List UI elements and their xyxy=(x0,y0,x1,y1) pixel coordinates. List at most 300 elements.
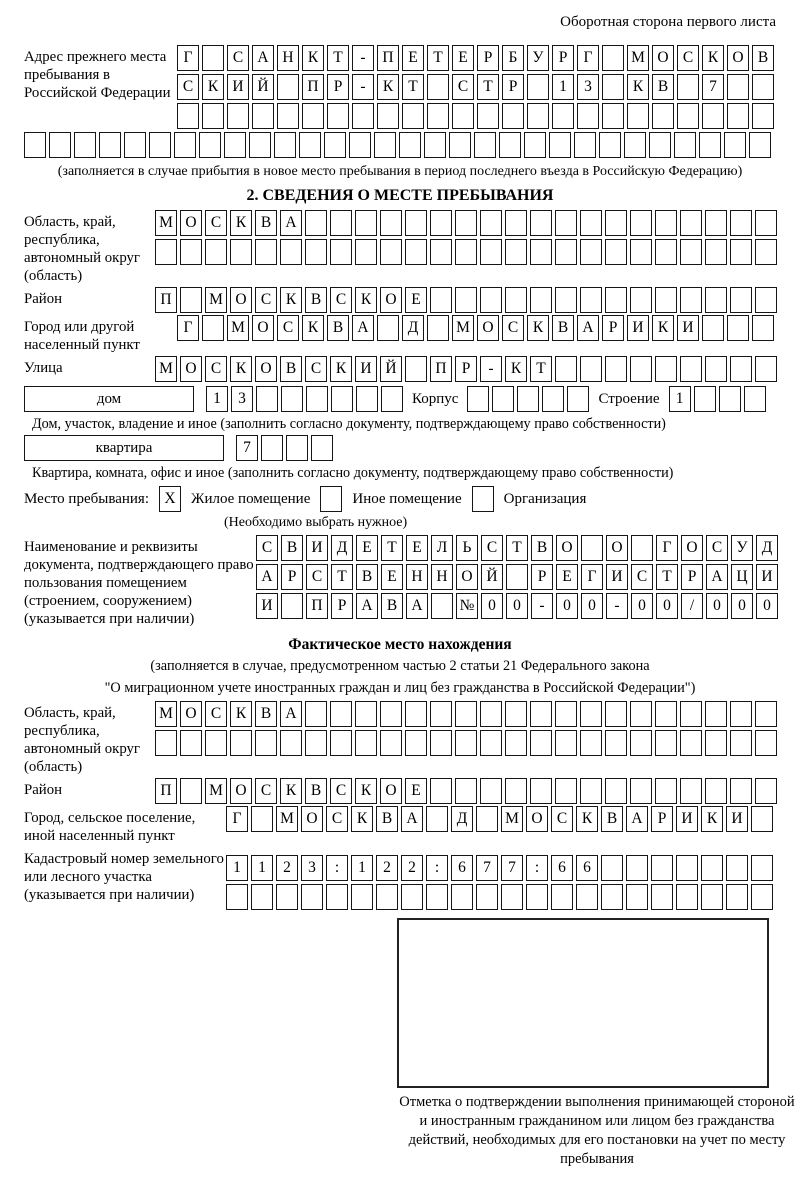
char-cell[interactable] xyxy=(330,701,352,727)
char-cell[interactable] xyxy=(202,315,224,341)
char-cell[interactable] xyxy=(602,103,624,129)
char-cell[interactable] xyxy=(752,315,774,341)
char-cell[interactable] xyxy=(355,239,377,265)
char-cell[interactable]: К xyxy=(702,45,724,71)
char-cell[interactable] xyxy=(530,239,552,265)
char-cell[interactable]: М xyxy=(452,315,474,341)
char-cell[interactable] xyxy=(427,315,449,341)
char-cell[interactable]: С xyxy=(205,356,227,382)
char-cell[interactable] xyxy=(501,884,523,910)
char-cell[interactable] xyxy=(174,132,196,158)
char-cell[interactable]: К xyxy=(576,806,598,832)
char-cell[interactable] xyxy=(430,778,452,804)
char-cell[interactable] xyxy=(601,884,623,910)
char-cell[interactable] xyxy=(472,486,494,512)
char-cell[interactable] xyxy=(327,103,349,129)
char-cell[interactable]: В xyxy=(752,45,774,71)
char-cell[interactable]: С xyxy=(502,315,524,341)
char-cell[interactable]: О xyxy=(526,806,548,832)
char-cell[interactable]: О xyxy=(652,45,674,71)
char-cell[interactable]: Р xyxy=(681,564,703,590)
char-cell[interactable] xyxy=(377,315,399,341)
char-cell[interactable] xyxy=(330,210,352,236)
char-cell[interactable]: В xyxy=(255,210,277,236)
char-cell[interactable]: О xyxy=(681,535,703,561)
char-cell[interactable]: И xyxy=(306,535,328,561)
char-cell[interactable] xyxy=(624,132,646,158)
char-cell[interactable]: 1 xyxy=(251,855,273,881)
char-cell[interactable]: В xyxy=(552,315,574,341)
char-cell[interactable] xyxy=(326,884,348,910)
char-cell[interactable]: Е xyxy=(405,287,427,313)
char-cell[interactable]: 0 xyxy=(706,593,728,619)
char-cell[interactable] xyxy=(424,132,446,158)
char-cell[interactable] xyxy=(705,356,727,382)
char-cell[interactable] xyxy=(99,132,121,158)
char-cell[interactable] xyxy=(276,884,298,910)
char-cell[interactable] xyxy=(255,239,277,265)
char-cell[interactable]: С xyxy=(205,210,227,236)
char-cell[interactable] xyxy=(286,435,308,461)
char-cell[interactable] xyxy=(676,855,698,881)
char-cell[interactable] xyxy=(555,356,577,382)
char-cell[interactable] xyxy=(555,730,577,756)
char-cell[interactable] xyxy=(499,132,521,158)
char-cell[interactable]: 3 xyxy=(231,386,253,412)
char-cell[interactable]: Г xyxy=(581,564,603,590)
char-cell[interactable]: Б xyxy=(502,45,524,71)
char-cell[interactable] xyxy=(530,287,552,313)
char-cell[interactable] xyxy=(727,74,749,100)
char-cell[interactable] xyxy=(455,730,477,756)
char-cell[interactable] xyxy=(202,45,224,71)
char-cell[interactable]: 1 xyxy=(226,855,248,881)
char-cell[interactable]: М xyxy=(627,45,649,71)
char-cell[interactable] xyxy=(605,701,627,727)
char-cell[interactable] xyxy=(651,855,673,881)
char-cell[interactable]: О xyxy=(380,287,402,313)
char-cell[interactable]: 1 xyxy=(552,74,574,100)
char-cell[interactable] xyxy=(581,535,603,561)
char-cell[interactable]: В xyxy=(376,806,398,832)
char-cell[interactable] xyxy=(726,884,748,910)
char-cell[interactable] xyxy=(480,210,502,236)
char-cell[interactable] xyxy=(705,701,727,727)
char-cell[interactable] xyxy=(751,855,773,881)
char-cell[interactable] xyxy=(477,103,499,129)
char-cell[interactable] xyxy=(530,778,552,804)
char-cell[interactable] xyxy=(405,701,427,727)
char-cell[interactable] xyxy=(577,103,599,129)
char-cell[interactable] xyxy=(555,287,577,313)
char-cell[interactable] xyxy=(699,132,721,158)
char-cell[interactable] xyxy=(280,239,302,265)
char-cell[interactable] xyxy=(705,210,727,236)
char-cell[interactable] xyxy=(311,435,333,461)
char-cell[interactable] xyxy=(492,386,514,412)
char-cell[interactable] xyxy=(626,884,648,910)
char-cell[interactable] xyxy=(655,356,677,382)
char-cell[interactable]: Д xyxy=(331,535,353,561)
char-cell[interactable]: Т xyxy=(477,74,499,100)
char-cell[interactable]: Д xyxy=(451,806,473,832)
char-cell[interactable] xyxy=(602,45,624,71)
char-cell[interactable]: Е xyxy=(381,564,403,590)
char-cell[interactable]: Т xyxy=(331,564,353,590)
char-cell[interactable] xyxy=(755,356,777,382)
char-cell[interactable]: Л xyxy=(431,535,453,561)
char-cell[interactable] xyxy=(702,103,724,129)
char-cell[interactable] xyxy=(380,210,402,236)
char-cell[interactable] xyxy=(730,356,752,382)
char-cell[interactable]: Т xyxy=(381,535,403,561)
char-cell[interactable] xyxy=(230,730,252,756)
char-cell[interactable] xyxy=(680,239,702,265)
char-cell[interactable] xyxy=(580,239,602,265)
char-cell[interactable]: С xyxy=(631,564,653,590)
char-cell[interactable]: 6 xyxy=(551,855,573,881)
char-cell[interactable] xyxy=(655,701,677,727)
char-cell[interactable]: О xyxy=(230,287,252,313)
char-cell[interactable]: Р xyxy=(455,356,477,382)
char-cell[interactable]: М xyxy=(155,701,177,727)
char-cell[interactable] xyxy=(374,132,396,158)
char-cell[interactable] xyxy=(751,806,773,832)
char-cell[interactable] xyxy=(155,239,177,265)
char-cell[interactable] xyxy=(730,210,752,236)
char-cell[interactable] xyxy=(452,103,474,129)
char-cell[interactable] xyxy=(202,103,224,129)
char-cell[interactable]: К xyxy=(627,74,649,100)
char-cell[interactable] xyxy=(505,701,527,727)
char-cell[interactable]: К xyxy=(302,315,324,341)
char-cell[interactable] xyxy=(455,778,477,804)
char-cell[interactable] xyxy=(755,730,777,756)
char-cell[interactable] xyxy=(274,132,296,158)
char-cell[interactable] xyxy=(455,210,477,236)
char-cell[interactable] xyxy=(480,287,502,313)
char-cell[interactable]: М xyxy=(501,806,523,832)
char-cell[interactable]: В xyxy=(652,74,674,100)
char-cell[interactable] xyxy=(251,806,273,832)
char-cell[interactable] xyxy=(224,132,246,158)
char-cell[interactable] xyxy=(261,435,283,461)
char-cell[interactable]: К xyxy=(355,778,377,804)
char-cell[interactable] xyxy=(680,356,702,382)
char-cell[interactable] xyxy=(527,74,549,100)
char-cell[interactable]: К xyxy=(351,806,373,832)
char-cell[interactable]: - xyxy=(480,356,502,382)
char-cell[interactable] xyxy=(755,778,777,804)
char-cell[interactable]: И xyxy=(676,806,698,832)
char-cell[interactable]: А xyxy=(356,593,378,619)
char-cell[interactable]: А xyxy=(252,45,274,71)
char-cell[interactable]: К xyxy=(280,778,302,804)
char-cell[interactable]: 0 xyxy=(556,593,578,619)
char-cell[interactable] xyxy=(605,356,627,382)
char-cell[interactable] xyxy=(180,239,202,265)
char-cell[interactable]: 6 xyxy=(451,855,473,881)
char-cell[interactable]: - xyxy=(352,74,374,100)
char-cell[interactable] xyxy=(580,778,602,804)
char-cell[interactable]: К xyxy=(377,74,399,100)
char-cell[interactable] xyxy=(655,730,677,756)
char-cell[interactable] xyxy=(149,132,171,158)
char-cell[interactable]: А xyxy=(577,315,599,341)
char-cell[interactable] xyxy=(580,701,602,727)
char-cell[interactable]: 7 xyxy=(501,855,523,881)
char-cell[interactable] xyxy=(426,806,448,832)
char-cell[interactable]: М xyxy=(155,210,177,236)
char-cell[interactable]: К xyxy=(302,45,324,71)
char-cell[interactable]: П xyxy=(302,74,324,100)
char-cell[interactable]: 7 xyxy=(702,74,724,100)
char-cell[interactable] xyxy=(517,386,539,412)
char-cell[interactable]: 3 xyxy=(577,74,599,100)
char-cell[interactable] xyxy=(227,103,249,129)
char-cell[interactable] xyxy=(580,730,602,756)
char-cell[interactable]: Г xyxy=(226,806,248,832)
char-cell[interactable]: 7 xyxy=(236,435,258,461)
char-cell[interactable]: Р xyxy=(531,564,553,590)
char-cell[interactable] xyxy=(730,701,752,727)
char-cell[interactable] xyxy=(455,701,477,727)
char-cell[interactable] xyxy=(555,239,577,265)
char-cell[interactable]: 0 xyxy=(481,593,503,619)
char-cell[interactable] xyxy=(649,132,671,158)
char-cell[interactable] xyxy=(567,386,589,412)
char-cell[interactable] xyxy=(677,74,699,100)
char-cell[interactable] xyxy=(749,132,771,158)
char-cell[interactable] xyxy=(505,778,527,804)
char-cell[interactable] xyxy=(530,210,552,236)
char-cell[interactable] xyxy=(380,239,402,265)
char-cell[interactable] xyxy=(330,239,352,265)
char-cell[interactable] xyxy=(281,593,303,619)
char-cell[interactable] xyxy=(506,564,528,590)
char-cell[interactable]: И xyxy=(726,806,748,832)
char-cell[interactable]: В xyxy=(531,535,553,561)
char-cell[interactable]: Н xyxy=(277,45,299,71)
char-cell[interactable]: К xyxy=(230,210,252,236)
char-cell[interactable]: Ь xyxy=(456,535,478,561)
char-cell[interactable] xyxy=(655,210,677,236)
char-cell[interactable] xyxy=(320,486,342,512)
char-cell[interactable] xyxy=(302,103,324,129)
char-cell[interactable] xyxy=(652,103,674,129)
char-cell[interactable] xyxy=(651,884,673,910)
char-cell[interactable] xyxy=(527,103,549,129)
char-cell[interactable]: Г xyxy=(177,315,199,341)
char-cell[interactable] xyxy=(226,884,248,910)
char-cell[interactable]: П xyxy=(155,287,177,313)
char-cell[interactable] xyxy=(580,210,602,236)
char-cell[interactable]: М xyxy=(205,778,227,804)
char-cell[interactable] xyxy=(730,239,752,265)
char-cell[interactable] xyxy=(430,239,452,265)
char-cell[interactable]: 1 xyxy=(206,386,228,412)
char-cell[interactable]: И xyxy=(627,315,649,341)
char-cell[interactable] xyxy=(349,132,371,158)
char-cell[interactable]: С xyxy=(326,806,348,832)
char-cell[interactable] xyxy=(251,884,273,910)
char-cell[interactable] xyxy=(355,210,377,236)
char-cell[interactable] xyxy=(430,287,452,313)
char-cell[interactable] xyxy=(24,132,46,158)
char-cell[interactable]: Р xyxy=(331,593,353,619)
char-cell[interactable] xyxy=(399,132,421,158)
char-cell[interactable] xyxy=(305,730,327,756)
char-cell[interactable] xyxy=(480,730,502,756)
char-cell[interactable]: В xyxy=(601,806,623,832)
char-cell[interactable] xyxy=(155,730,177,756)
char-cell[interactable] xyxy=(680,287,702,313)
char-cell[interactable] xyxy=(306,386,328,412)
char-cell[interactable]: С xyxy=(255,778,277,804)
char-cell[interactable] xyxy=(431,593,453,619)
char-cell[interactable] xyxy=(751,884,773,910)
char-cell[interactable]: М xyxy=(227,315,249,341)
char-cell[interactable]: С xyxy=(677,45,699,71)
char-cell[interactable] xyxy=(449,132,471,158)
char-cell[interactable]: 6 xyxy=(576,855,598,881)
char-cell[interactable]: Р xyxy=(327,74,349,100)
char-cell[interactable]: Р xyxy=(651,806,673,832)
char-cell[interactable]: В xyxy=(280,356,302,382)
char-cell[interactable] xyxy=(405,730,427,756)
char-cell[interactable] xyxy=(230,239,252,265)
char-cell[interactable] xyxy=(256,386,278,412)
char-cell[interactable] xyxy=(605,239,627,265)
char-cell[interactable] xyxy=(655,778,677,804)
char-cell[interactable]: Р xyxy=(602,315,624,341)
char-cell[interactable]: И xyxy=(756,564,778,590)
char-cell[interactable] xyxy=(680,778,702,804)
char-cell[interactable]: Р xyxy=(502,74,524,100)
char-cell[interactable]: С xyxy=(481,535,503,561)
char-cell[interactable]: 0 xyxy=(756,593,778,619)
char-cell[interactable]: С xyxy=(330,287,352,313)
char-cell[interactable] xyxy=(705,778,727,804)
char-cell[interactable] xyxy=(205,730,227,756)
char-cell[interactable] xyxy=(551,884,573,910)
char-cell[interactable] xyxy=(680,730,702,756)
char-cell[interactable]: В xyxy=(381,593,403,619)
char-cell[interactable] xyxy=(476,806,498,832)
char-cell[interactable]: К xyxy=(527,315,549,341)
char-cell[interactable] xyxy=(627,103,649,129)
char-cell[interactable]: А xyxy=(626,806,648,832)
char-cell[interactable] xyxy=(405,239,427,265)
char-cell[interactable] xyxy=(430,701,452,727)
char-cell[interactable] xyxy=(430,730,452,756)
char-cell[interactable] xyxy=(180,778,202,804)
char-cell[interactable] xyxy=(605,210,627,236)
char-cell[interactable] xyxy=(505,210,527,236)
char-cell[interactable]: - xyxy=(352,45,374,71)
char-cell[interactable]: 3 xyxy=(301,855,323,881)
char-cell[interactable]: В xyxy=(281,535,303,561)
char-cell[interactable]: П xyxy=(430,356,452,382)
char-cell[interactable] xyxy=(49,132,71,158)
char-cell[interactable]: А xyxy=(256,564,278,590)
char-cell[interactable]: У xyxy=(731,535,753,561)
char-cell[interactable] xyxy=(381,386,403,412)
char-cell[interactable] xyxy=(330,730,352,756)
char-cell[interactable] xyxy=(305,701,327,727)
char-cell[interactable]: А xyxy=(352,315,374,341)
char-cell[interactable] xyxy=(755,210,777,236)
char-cell[interactable]: Й xyxy=(252,74,274,100)
char-cell[interactable] xyxy=(355,730,377,756)
char-cell[interactable]: Е xyxy=(405,778,427,804)
char-cell[interactable]: 0 xyxy=(731,593,753,619)
char-cell[interactable]: К xyxy=(230,701,252,727)
char-cell[interactable] xyxy=(74,132,96,158)
char-cell[interactable]: Р xyxy=(552,45,574,71)
char-cell[interactable]: О xyxy=(252,315,274,341)
char-cell[interactable]: О xyxy=(606,535,628,561)
char-cell[interactable]: К xyxy=(701,806,723,832)
char-cell[interactable]: Н xyxy=(406,564,428,590)
char-cell[interactable] xyxy=(677,103,699,129)
char-cell[interactable] xyxy=(255,730,277,756)
char-cell[interactable] xyxy=(352,103,374,129)
char-cell[interactable]: : xyxy=(426,855,448,881)
char-cell[interactable] xyxy=(377,103,399,129)
char-cell[interactable]: Й xyxy=(481,564,503,590)
char-cell[interactable] xyxy=(580,356,602,382)
char-cell[interactable] xyxy=(281,386,303,412)
char-cell[interactable] xyxy=(752,74,774,100)
char-cell[interactable]: Е xyxy=(452,45,474,71)
char-cell[interactable] xyxy=(199,132,221,158)
char-cell[interactable]: С xyxy=(256,535,278,561)
char-cell[interactable] xyxy=(701,884,723,910)
char-cell[interactable] xyxy=(655,239,677,265)
char-cell[interactable]: № xyxy=(456,593,478,619)
char-cell[interactable]: О xyxy=(230,778,252,804)
char-cell[interactable] xyxy=(576,884,598,910)
char-cell[interactable]: 1 xyxy=(669,386,691,412)
char-cell[interactable]: О xyxy=(180,356,202,382)
char-cell[interactable]: О xyxy=(301,806,323,832)
char-cell[interactable]: / xyxy=(681,593,703,619)
char-cell[interactable] xyxy=(630,356,652,382)
char-cell[interactable] xyxy=(402,103,424,129)
char-cell[interactable]: В xyxy=(305,287,327,313)
char-cell[interactable] xyxy=(719,386,741,412)
char-cell[interactable] xyxy=(626,855,648,881)
char-cell[interactable]: Е xyxy=(356,535,378,561)
char-cell[interactable] xyxy=(252,103,274,129)
char-cell[interactable] xyxy=(605,287,627,313)
char-cell[interactable]: И xyxy=(355,356,377,382)
char-cell[interactable]: X xyxy=(159,486,181,512)
char-cell[interactable]: - xyxy=(531,593,553,619)
char-cell[interactable] xyxy=(552,103,574,129)
char-cell[interactable]: Е xyxy=(402,45,424,71)
char-cell[interactable]: Д xyxy=(402,315,424,341)
char-cell[interactable]: Г xyxy=(656,535,678,561)
char-cell[interactable]: А xyxy=(706,564,728,590)
char-cell[interactable]: 2 xyxy=(376,855,398,881)
char-cell[interactable] xyxy=(480,239,502,265)
char-cell[interactable] xyxy=(680,701,702,727)
char-cell[interactable] xyxy=(752,103,774,129)
char-cell[interactable] xyxy=(705,239,727,265)
char-cell[interactable]: 0 xyxy=(506,593,528,619)
